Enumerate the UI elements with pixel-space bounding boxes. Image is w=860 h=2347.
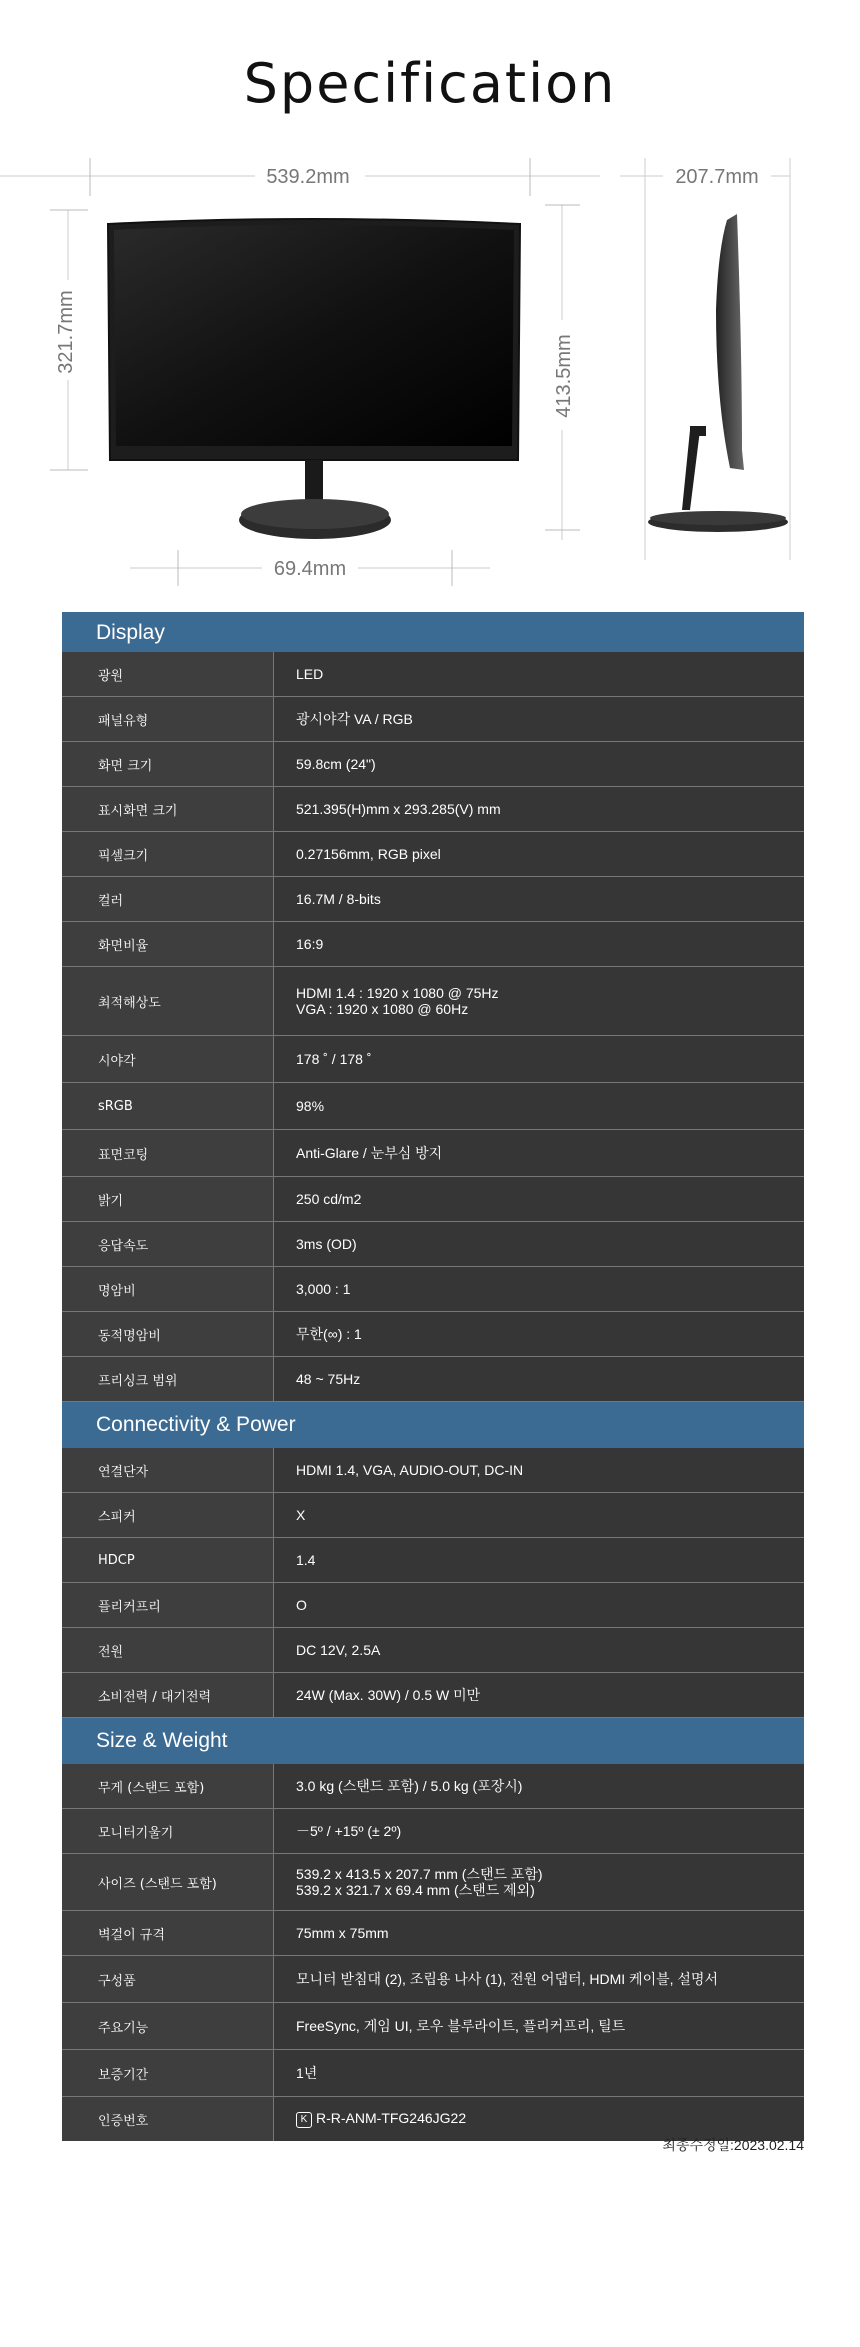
row-value: [274, 877, 804, 921]
row-value: [274, 1911, 804, 1955]
row-value: [274, 1036, 804, 1082]
row-label: 표면코팅: [62, 1130, 274, 1176]
row-label: 화면 크기: [62, 742, 274, 786]
spec-table: [62, 612, 804, 2141]
kc-cert-icon: K: [296, 2112, 312, 2128]
row-value-line: LED: [296, 666, 324, 682]
section-header-size-weight: Size & Weight: [62, 1718, 804, 1764]
row-value: [274, 2003, 804, 2049]
row-value: [274, 1673, 804, 1717]
row-value: [274, 1448, 804, 1492]
table-row: [62, 922, 804, 967]
row-value-line: [296, 2110, 804, 2127]
row-label: sRGB: [62, 1083, 274, 1129]
row-value-line: FreeSync, 게임 UI, 로우 블루라이트, 플리커프리, 틸트: [296, 2018, 626, 2034]
row-value-line: O: [296, 1597, 307, 1613]
table-row: [62, 1267, 804, 1312]
row-value: [274, 1130, 804, 1176]
row-label: 화면비율: [62, 922, 274, 966]
table-row: [62, 1911, 804, 1956]
row-value: [274, 1493, 804, 1537]
table-row: [62, 1854, 804, 1911]
row-label: 시야각: [62, 1036, 274, 1082]
row-value-line: 539.2 x 321.7 x 69.4 mm (스탠드 제외): [296, 1882, 535, 1898]
table-row: [62, 1538, 804, 1583]
row-label: 연결단자: [62, 1448, 274, 1492]
row-value-line: 무한(∞) : 1: [296, 1326, 362, 1342]
row-value: [274, 922, 804, 966]
row-value: [274, 1083, 804, 1129]
row-value-line: 1.4: [296, 1552, 316, 1568]
row-value: [274, 1538, 804, 1582]
row-label: 최적해상도: [62, 967, 274, 1035]
row-value: [274, 1177, 804, 1221]
table-row: [62, 967, 804, 1036]
table-row: [62, 1083, 804, 1130]
row-value-line: 16.7M / 8-bits: [296, 891, 381, 907]
table-row: [62, 877, 804, 922]
row-label: 밝기: [62, 1177, 274, 1221]
row-value: [274, 1764, 804, 1808]
row-value: [274, 1956, 804, 2002]
total-height-label: 413.5mm: [553, 334, 575, 418]
row-value: [274, 832, 804, 876]
row-value: [274, 1222, 804, 1266]
table-row: [62, 1357, 804, 1402]
table-row: [62, 697, 804, 742]
row-label: 보증기간: [62, 2050, 274, 2096]
cert-number: R-R-ANM-TFG246JG22: [316, 2110, 467, 2127]
row-value: [274, 1357, 804, 1401]
table-row: [62, 1764, 804, 1809]
row-label: 플리커프리: [62, 1583, 274, 1627]
row-value-line: 98%: [296, 1098, 325, 1114]
row-label: 벽걸이 규격: [62, 1911, 274, 1955]
table-row: [62, 1809, 804, 1854]
table-row: [62, 1448, 804, 1493]
table-row: [62, 742, 804, 787]
row-value-line: 3,000 : 1: [296, 1281, 351, 1297]
row-label: 모니터기울기: [62, 1809, 274, 1853]
row-label: HDCP: [62, 1538, 274, 1582]
row-value-line: 521.395(H)mm x 293.285(V) mm: [296, 801, 501, 817]
table-row: [62, 1130, 804, 1177]
row-value-line: 539.2 x 413.5 x 207.7 mm (스탠드 포함): [296, 1866, 543, 1882]
page-title: Specification: [243, 52, 617, 115]
row-label: 주요기능: [62, 2003, 274, 2049]
row-label: 전원: [62, 1628, 274, 1672]
row-label: 광원: [62, 652, 274, 696]
row-value-line: 3ms (OD): [296, 1236, 357, 1252]
table-row: [62, 1628, 804, 1673]
row-value: [274, 967, 804, 1035]
row-value: [274, 1583, 804, 1627]
table-row: [62, 1312, 804, 1357]
row-value-line: 48 ~ 75Hz: [296, 1371, 361, 1387]
row-label: 소비전력 / 대기전력: [62, 1673, 274, 1717]
row-value-line: 3.0 kg (스탠드 포함) / 5.0 kg (포장시): [296, 1778, 523, 1794]
row-value: [274, 787, 804, 831]
row-value-line: 모니터 받침대 (2), 조립용 나사 (1), 전원 어댑터, HDMI 케이블, 설명서: [296, 1971, 718, 1987]
table-row: [62, 787, 804, 832]
row-value-line: 광시야각 VA / RGB: [296, 711, 413, 727]
row-label: 응답속도: [62, 1222, 274, 1266]
row-value-line: 250 cd/m2: [296, 1191, 362, 1207]
row-value-line: 24W (Max. 30W) / 0.5 W 미만: [296, 1687, 481, 1703]
row-label: 명암비: [62, 1267, 274, 1311]
row-label: 무게 (스탠드 포함): [62, 1764, 274, 1808]
side-depth-label: 207.7mm: [675, 166, 759, 188]
row-value: [274, 1628, 804, 1672]
row-value-line: 178 ˚ / 178 ˚: [296, 1051, 372, 1067]
row-label: 구성품: [62, 1956, 274, 2002]
row-value-line: 75mm x 75mm: [296, 1925, 389, 1941]
row-value-line: DC 12V, 2.5A: [296, 1642, 381, 1658]
section-header-display: Display: [62, 612, 804, 652]
table-row: [62, 1222, 804, 1267]
row-label: 프리싱크 범위: [62, 1357, 274, 1401]
row-label: 패널유형: [62, 697, 274, 741]
row-value: [274, 1267, 804, 1311]
row-label: 인증번호: [62, 2097, 274, 2141]
row-value-line: X: [296, 1507, 306, 1523]
row-label: 표시화면 크기: [62, 787, 274, 831]
row-value: [274, 1312, 804, 1356]
section-header-connectivity: Connectivity & Power: [62, 1402, 804, 1448]
row-value: [274, 2050, 804, 2096]
row-value-line: 16:9: [296, 936, 324, 952]
table-row: [62, 1177, 804, 1222]
table-row: [62, 2003, 804, 2050]
table-row: [62, 652, 804, 697]
row-value: [274, 1809, 804, 1853]
table-row: [62, 832, 804, 877]
row-value: [274, 697, 804, 741]
row-value-line: －5º / +15º (± 2º): [296, 1823, 402, 1839]
row-value-line: VGA : 1920 x 1080 @ 60Hz: [296, 1001, 469, 1017]
row-value: [274, 1854, 804, 1910]
row-value-line: HDMI 1.4, VGA, AUDIO-OUT, DC-IN: [296, 1462, 524, 1478]
row-value: [274, 742, 804, 786]
table-row: [62, 1493, 804, 1538]
table-row: [62, 1673, 804, 1718]
row-value-line: Anti-Glare / 눈부심 방지: [296, 1145, 443, 1161]
row-value-line: 59.8cm (24"): [296, 756, 376, 772]
row-label: 스피커: [62, 1493, 274, 1537]
row-value-line: 0.27156mm, RGB pixel: [296, 846, 441, 862]
screen-height-label: 321.7mm: [55, 290, 77, 374]
table-row: [62, 1956, 804, 2003]
table-row: [62, 1583, 804, 1628]
row-value-line: HDMI 1.4 : 1920 x 1080 @ 75Hz: [296, 985, 499, 1001]
stand-depth-label: 69.4mm: [273, 558, 347, 580]
front-width-label: 539.2mm: [266, 166, 350, 188]
row-label: 동적명암비: [62, 1312, 274, 1356]
last-updated: 최종수정일:2023.02.14: [662, 2137, 804, 2153]
table-row: [62, 1036, 804, 1083]
row-label: 픽셀크기: [62, 832, 274, 876]
row-label: 컬러: [62, 877, 274, 921]
dimension-diagram: [0, 150, 860, 600]
row-value: [274, 652, 804, 696]
row-value-line: 1년: [296, 2065, 318, 2081]
row-label: 사이즈 (스탠드 포함): [62, 1854, 274, 1910]
table-row: [62, 2050, 804, 2097]
